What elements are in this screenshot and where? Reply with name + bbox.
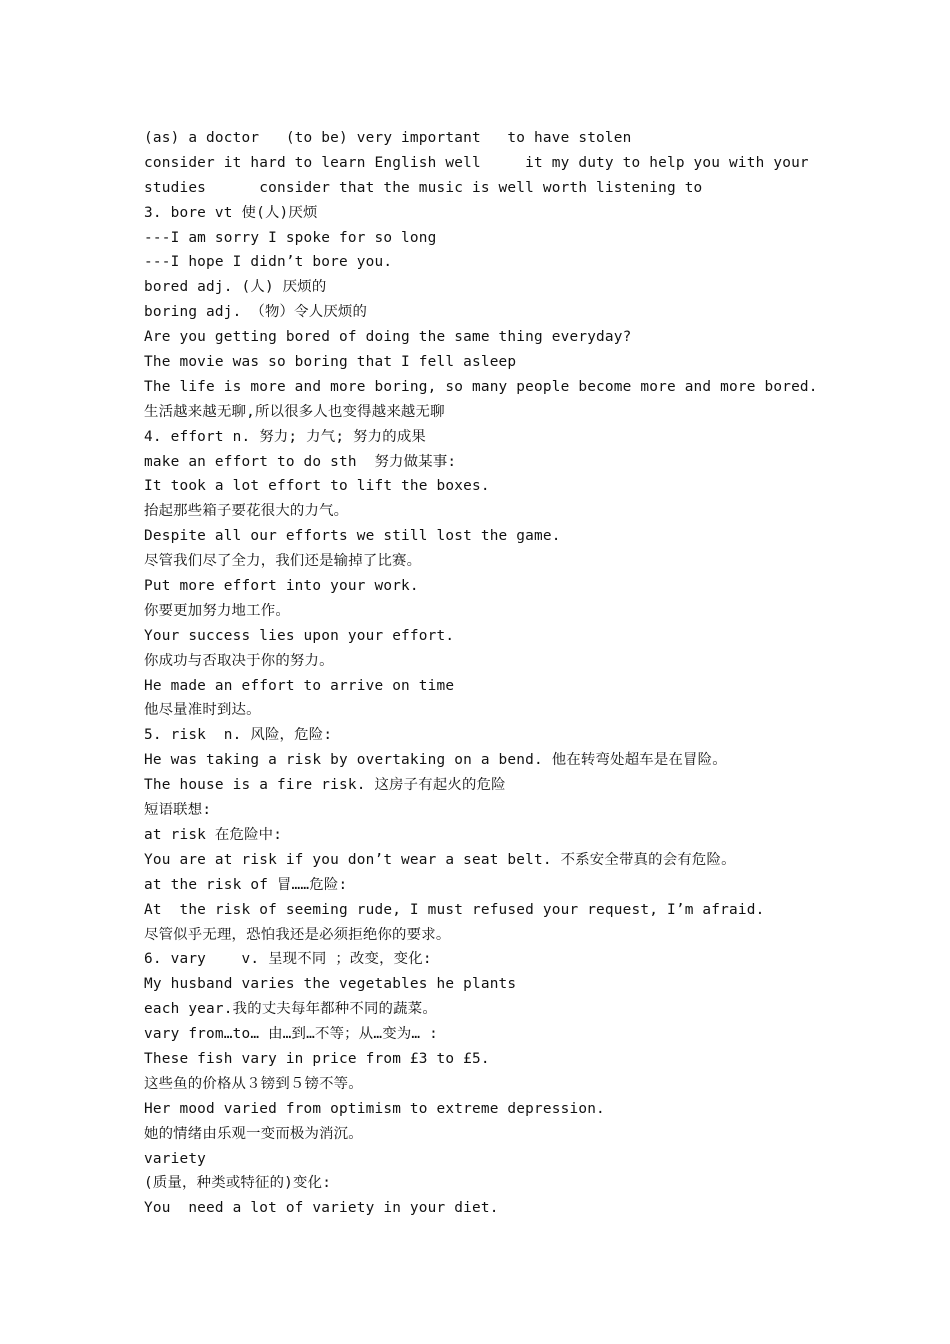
text-line: Are you getting bored of doing the same thing everyday? bbox=[144, 329, 632, 346]
text-line: 尽管似乎无理，恐怕我还是必须拒绝你的要求。 bbox=[144, 926, 451, 943]
text-line: variety bbox=[144, 1150, 207, 1167]
text-line: vary from…to… 由…到…不等；从…变为… : bbox=[144, 1026, 439, 1043]
section-heading: 4. effort n. 努力; 力气; 努力的成果 bbox=[144, 428, 427, 445]
text-line: make an effort to do sth 努力做某事: bbox=[144, 453, 457, 470]
section-heading: 5. risk n. 风险，危险: bbox=[144, 727, 333, 744]
text-line: Despite all our efforts we still lost the game. bbox=[144, 528, 561, 545]
text-line: 尽管我们尽了全力，我们还是输掉了比赛。 bbox=[144, 553, 422, 570]
text-line: each year.我的丈夫每年都种不同的蔬菜。 bbox=[144, 1001, 437, 1018]
text-line: at risk 在危险中: bbox=[144, 826, 283, 843]
text-line: (as) a doctor (to be) very important to have stolen bbox=[144, 130, 632, 146]
text-line: consider it hard to learn English well it my duty to help you with your bbox=[144, 154, 809, 171]
text-line: The house is a fire risk. 这房子有起火的危险 bbox=[144, 777, 506, 794]
text-line: At the risk of seeming rude, I must refused your request, I’m afraid. bbox=[144, 901, 765, 918]
text-line: The life is more and more boring, so many people become more and more bored. bbox=[144, 378, 818, 395]
text-line: He made an effort to arrive on time bbox=[144, 677, 455, 694]
text-line: 抬起那些箱子要花很大的力气。 bbox=[144, 503, 349, 520]
text-line: bored adj. (人) 厌烦的 bbox=[144, 279, 327, 296]
text-line: studies consider that the music is well worth listening to bbox=[144, 179, 703, 196]
text-line: You are at risk if you don’t wear a seat belt. 不系安全带真的会有危险。 bbox=[144, 851, 736, 868]
text-line: My husband varies the vegetables he plants bbox=[144, 976, 517, 993]
text-line: 他尽量准时到达。 bbox=[144, 702, 261, 719]
text-line: 你要更加努力地工作。 bbox=[144, 602, 290, 619]
text-line: These fish vary in price from £3 to £5. bbox=[144, 1050, 490, 1067]
text-line: The movie was so boring that I fell asleep bbox=[144, 354, 517, 371]
text-line: You need a lot of variety in your diet. bbox=[144, 1200, 499, 1217]
text-line: at the risk of 冒……危险: bbox=[144, 876, 348, 893]
text-line: 她的情绪由乐观一变而极为消沉。 bbox=[144, 1125, 363, 1142]
text-line: Your success lies upon your effort. bbox=[144, 627, 455, 644]
text-line: 这些鱼的价格从３镑到５镑不等。 bbox=[144, 1075, 363, 1092]
text-line: ---I am sorry I spoke for so long bbox=[144, 229, 437, 246]
text-line: 生活越来越无聊,所以很多人也变得越来越无聊 bbox=[144, 403, 445, 420]
section-heading: 3. bore vt 使(人)厌烦 bbox=[144, 204, 318, 221]
text-line: Her mood varied from optimism to extreme depression. bbox=[144, 1100, 605, 1117]
text-line: He was taking a risk by overtaking on a bend. 他在转弯处超车是在冒险。 bbox=[144, 752, 727, 769]
text-line: (质量，种类或特征的)变化: bbox=[144, 1175, 332, 1192]
text-line: ---I hope I didn’t bore you. bbox=[144, 254, 393, 271]
section-heading: 6. vary v. 呈现不同 ；改变，变化: bbox=[144, 951, 432, 968]
text-line: It took a lot effort to lift the boxes. bbox=[144, 478, 490, 495]
text-line: 你成功与否取决于你的努力。 bbox=[144, 652, 334, 669]
text-line: boring adj. （物）令人厌烦的 bbox=[144, 304, 368, 321]
document-body bbox=[144, 126, 834, 1221]
text-line: 短语联想: bbox=[144, 802, 212, 819]
text-line: Put more effort into your work. bbox=[144, 578, 419, 595]
